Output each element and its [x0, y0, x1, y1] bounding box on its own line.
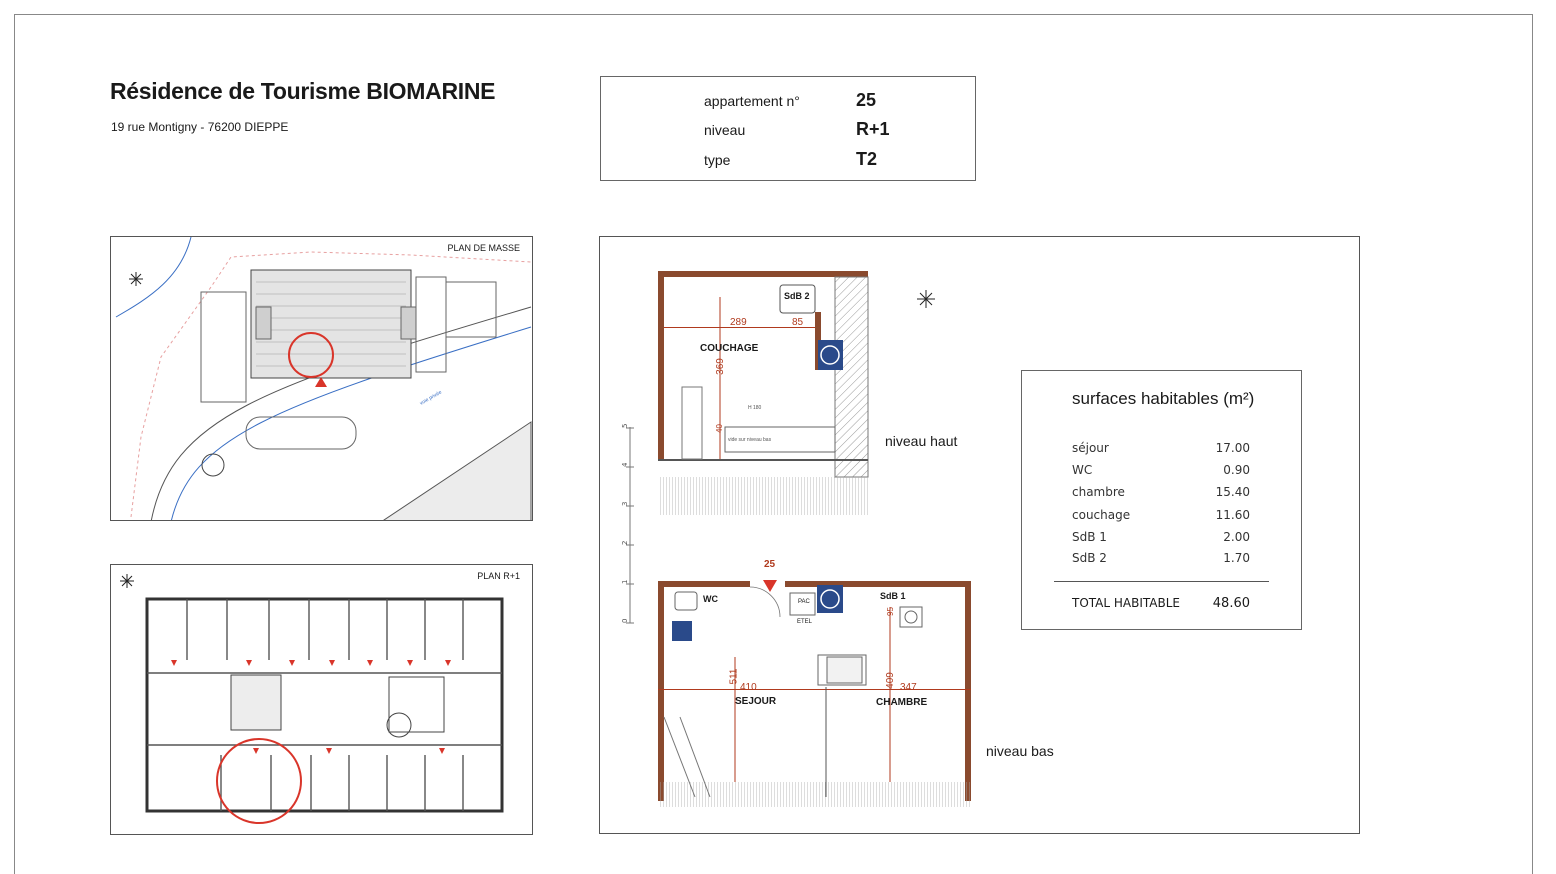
room-wc: WC: [703, 594, 718, 604]
room-sdb1: SdB 1: [880, 591, 906, 601]
site-plan-drawing: [111, 237, 533, 521]
surface-value: 2.00: [1223, 530, 1250, 544]
dim-chambre-depth: 409: [884, 672, 896, 689]
type-row: [601, 148, 975, 176]
dim-stair-depth: 40: [714, 424, 724, 433]
surface-room: SdB 1: [1072, 530, 1107, 544]
surface-room: séjour: [1072, 441, 1109, 455]
level-label: niveau: [704, 122, 746, 138]
scale-tick-1: 1: [621, 579, 629, 584]
void-note: vide sur niveau bas: [728, 437, 772, 443]
surfaces-title: surfaces habitables (m²): [1072, 389, 1255, 408]
scale-tick-3: 3: [621, 501, 629, 506]
level-value: R+1: [856, 119, 890, 139]
surface-value: 0.90: [1223, 463, 1250, 477]
scale-tick-5: 5: [621, 423, 629, 428]
surface-room: chambre: [1072, 485, 1125, 499]
dim-couchage-depth: 369: [714, 358, 726, 375]
room-etel: ETEL: [797, 619, 813, 625]
scale-tick-0: 0: [621, 618, 629, 623]
surface-room: couchage: [1072, 508, 1131, 522]
surface-row: [1072, 551, 1250, 571]
page-title: Résidence de Tourisme BIOMARINE: [110, 78, 496, 104]
type-label: type: [704, 152, 731, 168]
total-label: TOTAL HABITABLE: [1072, 596, 1180, 610]
scale-tick-4: 4: [621, 462, 629, 467]
dim-couchage-width: 289: [730, 317, 747, 328]
surface-value: 1.70: [1223, 551, 1250, 565]
lower-level-label: niveau bas: [986, 743, 1054, 759]
room-pac: PAC: [798, 599, 810, 605]
surface-value: 11.60: [1215, 508, 1250, 522]
floor-plan-drawing: [111, 565, 533, 835]
room-chambre: CHAMBRE: [876, 697, 928, 708]
dim-sejour-depth: 511: [728, 668, 740, 685]
surface-value: 17.00: [1215, 441, 1250, 455]
room-sejour: SEJOUR: [735, 696, 777, 707]
surface-row: [1072, 441, 1250, 461]
room-couchage: COUCHAGE: [700, 343, 759, 354]
total-value: 48.60: [1212, 596, 1250, 611]
surface-row: [1072, 463, 1250, 483]
surface-row: [1072, 485, 1250, 505]
surface-room: WC: [1072, 463, 1093, 477]
dim-sejour-width: 410: [740, 682, 757, 693]
upper-level-label: niveau haut: [885, 433, 958, 449]
total-divider: [1054, 581, 1269, 582]
surface-room: SdB 2: [1072, 551, 1107, 565]
surfaces-table: [1021, 370, 1302, 630]
street-label: voie privée: [419, 389, 443, 407]
apartment-info-box: [600, 76, 976, 181]
site-plan-label: PLAN DE MASSE: [447, 243, 520, 253]
room-sdb2: SdB 2: [784, 291, 810, 301]
dim-chambre-width: 347: [900, 682, 917, 693]
address: 19 rue Montigny - 76200 DIEPPE: [111, 120, 289, 134]
apartment-number-row: [601, 89, 975, 117]
level-row: [601, 118, 975, 146]
apartment-number-label: appartement n°: [704, 93, 800, 109]
floor-plan-panel: [110, 564, 533, 835]
door-number: 25: [764, 559, 776, 570]
apartment-number-value: 25: [856, 90, 877, 110]
type-value: T2: [856, 149, 878, 169]
floor-plan-label: PLAN R+1: [477, 571, 520, 581]
dim-hsp: H 180: [748, 405, 762, 411]
dim-sdb1-depth: 95: [885, 607, 895, 616]
surface-value: 15.40: [1215, 485, 1250, 499]
scale-tick-2: 2: [621, 540, 629, 545]
surface-row: [1072, 508, 1250, 528]
site-plan-panel: [110, 236, 533, 521]
surface-row: [1072, 530, 1250, 550]
dim-sdb2-width: 85: [792, 317, 804, 328]
